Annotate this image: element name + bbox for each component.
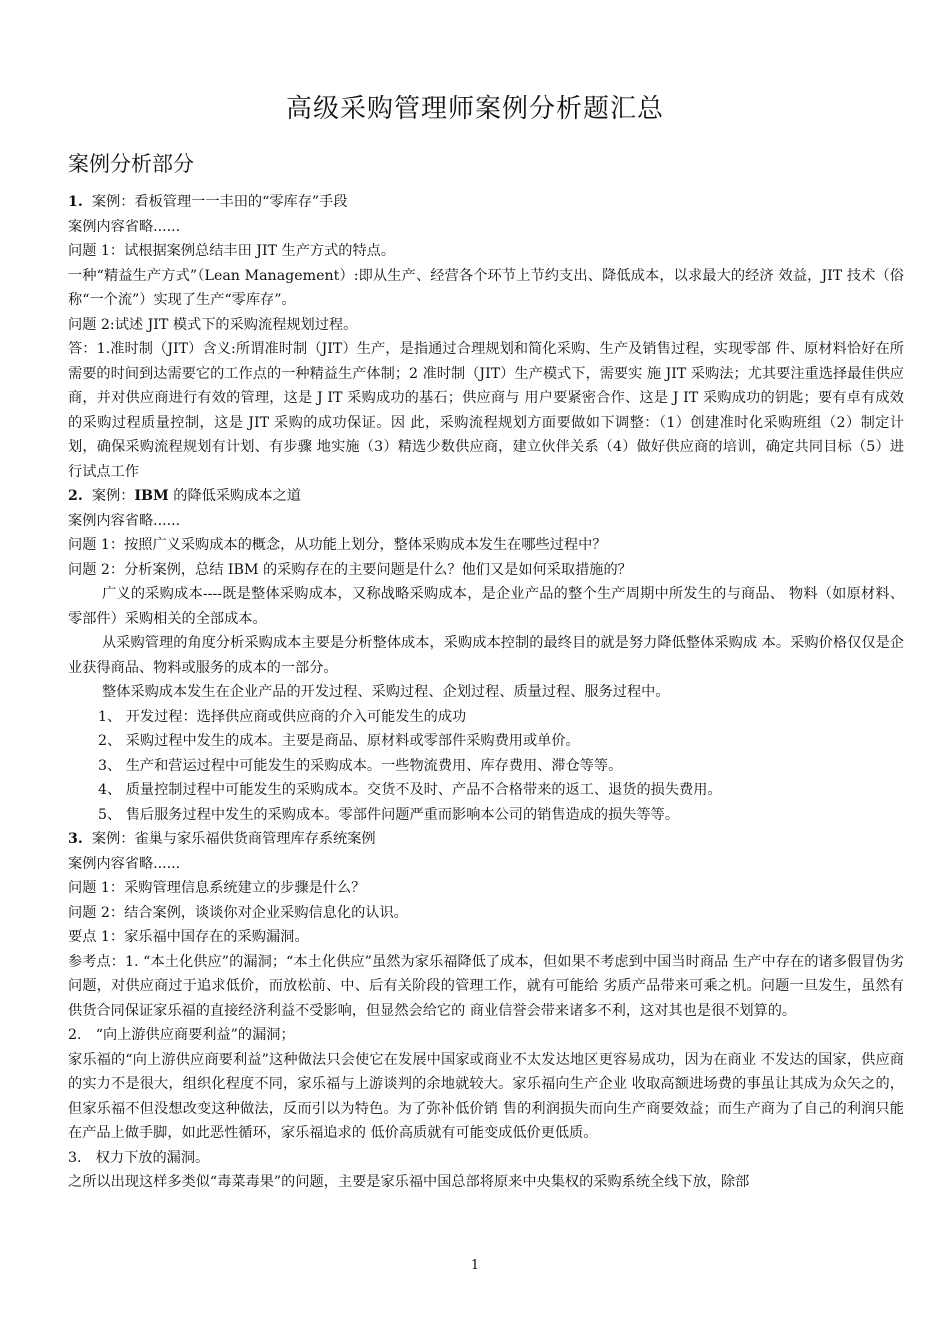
case-2-title-bold: IBM xyxy=(134,488,169,504)
case-2-paragraph-2: 从采购管理的角度分析采购成本主要是分析整体成本，采购成本控制的最终目的就是努力降低整体采购成 本。采购价格仅仅是企业获得商品、物料或服务的成本的一部分。 xyxy=(68,635,904,676)
case-1-title: 案例：看板管理一一丰田的“零库存”手段 xyxy=(91,194,348,210)
case-3-subheading-2: 2. “向上游供应商要利益”的漏洞； xyxy=(68,1027,295,1043)
case-3-reference: 参考点：1. “本土化供应”的漏洞；“本土化供应”虽然为家乐福降低了成本，但如果不考虑到中国当时商品 生产中存在的诸多假冒伪劣问题，对供应商过于追求低价，而放松前、中、后有关阶段的管理工作，就有可能给 劣质产品带来可乘之机。问题一旦发生，虽然有供货合同保证家乐福的直接经济利益不受影响，但显然会给它的 商业信誉会带来诸多不利，这对其也是很不划算的。 xyxy=(68,953,904,1019)
case-2-list-item: 4、 质量控制过程中可能发生的采购成本。交货不及时、产品不合格带来的返工、退货的损失费用。 xyxy=(98,782,722,798)
case-1-question-2: 问题 2:试述 JIT 模式下的采购流程规划过程。 xyxy=(68,316,358,333)
case-1-answer-1: 一种“精益生产方式”（Lean Management）:即从生产、经营各个环节上节约支出、降低成本，以求最大的经济 效益，JIT 技术（俗称“一个流”）实现了生产“零库存”。 xyxy=(68,267,904,308)
case-2-list-item: 5、 售后服务过程中发生的采购成本。零部件问题严重而影响本公司的销售造成的损失等等。 xyxy=(98,806,680,823)
case-2-omit: 案例内容省略...... xyxy=(68,512,181,529)
case-2-title-pre: 案例： xyxy=(91,488,135,504)
case-1-answer-2: 答：1.准时制（JIT）含义:所谓准时制（JIT）生产，是指通过合理规划和简化采购、生产及销售过程，实现零部 件、原材料恰好在所需要的时间到达需要它的工作点的一种精益生产体制；2 准时制（JIT）生产模式下，需要实 施 JIT 采购法；尤其要注重选择最佳供应商，并对供应商进行有效的管理，这是 J IT 采购成功的基石；供应商与 用户要紧密合作、这是 J IT 采购成功的钥匙；要有卓有成效的采购过程质量控制，这是 JIT 采购的成功保证。因 此，采购流程规划方面要做如下调整：（1）创建准时化采购班组（2）制定计划，确保采购流程规划有计划、有步骤 地实施（3）精选少数供应商，建立伙伴关系（4）做好供应商的培训，确定共同目标（5）进行试点工作 xyxy=(68,341,904,480)
case-3-number: 3. xyxy=(68,831,83,847)
case-3-omit: 案例内容省略...... xyxy=(68,855,181,872)
case-3-heading xyxy=(68,827,904,852)
document-title: 高级采购管理师案例分析题汇总 xyxy=(285,94,664,124)
case-2-paragraph-3: 整体采购成本发生在企业产品的开发过程、采购过程、企划过程、质量过程、服务过程中。 xyxy=(102,684,670,700)
case-3-question-1: 问题 1：采购管理信息系统建立的步骤是什么？ xyxy=(68,880,366,896)
case-3-key-point: 要点 1：家乐福中国存在的采购漏洞。 xyxy=(68,929,309,945)
case-3-paragraph-3: 之所以出现这样多类似“毒菜毒果”的问题，主要是家乐福中国总部将原来中央集权的采购系统全线下放，除部 xyxy=(68,1174,750,1190)
case-1-number: 1. xyxy=(68,194,83,210)
case-1-heading xyxy=(68,190,904,215)
case-2-heading xyxy=(68,484,904,509)
case-3-question-2: 问题 2：结合案例，谈谈你对企业采购信息化的认识。 xyxy=(68,904,408,921)
case-1-question-1: 问题 1：试根据案例总结丰田 JIT 生产方式的特点。 xyxy=(68,243,396,259)
case-3-paragraph-2: 家乐福的“向上游供应商要利益”这种做法只会使它在发展中国家或商业不太发达地区更容易成功，因为在商业 不发达的国家，供应商的实力不是很大，组织化程度不同，家乐福与上游谈判的余地就较大。家乐福向生产企业 收取高额进场费的事虽让其成为众矢之的，但家乐福不但没想改变这种做法，反而引以为特色。为了弥补低价销 售的利润损失而向生产商要效益；而生产商为了自己的利润只能在产品上做手脚，如此恶性循环，家乐福追求的 低价高质就有可能变成低价更低质。 xyxy=(68,1051,904,1141)
page-number: 1 xyxy=(470,1258,480,1273)
case-2-list-item: 2、 采购过程中发生的成本。主要是商品、原材料或零部件采购费用或单价。 xyxy=(98,733,580,749)
case-2-question-1: 问题 1：按照广义采购成本的概念，从功能上划分，整体采购成本发生在哪些过程中？ xyxy=(68,537,607,553)
case-2-paragraph-1: 广义的采购成本----既是整体采购成本，又称战略采购成本，是企业产品的整个生产周期中所发生的与商品、 物料（如原材料、零部件）采购相关的全部成本。 xyxy=(68,586,904,627)
case-3-title: 案例：雀巢与家乐福供货商管理库存系统案例 xyxy=(91,831,376,847)
case-2-title-post: 的降低采购成本之道 xyxy=(168,488,301,504)
case-2-list-item: 3、 生产和营运过程中可能发生的采购成本。一些物流费用、库存费用、滞仓等等。 xyxy=(98,757,623,774)
case-3-subheading-3: 3. 权力下放的漏洞。 xyxy=(68,1149,210,1166)
case-1-omit: 案例内容省略...... xyxy=(68,218,181,235)
document-body xyxy=(68,190,904,1195)
case-2-question-2: 问题 2：分析案例，总结 IBM 的采购存在的主要问题是什么？他们又是如何采取措施的？ xyxy=(68,561,632,578)
case-2-number: 2. xyxy=(68,488,83,504)
case-2-list-item: 1、 开发过程：选择供应商或供应商的介入可能发生的成功 xyxy=(98,708,467,725)
section-heading: 案例分析部分 xyxy=(68,152,194,176)
